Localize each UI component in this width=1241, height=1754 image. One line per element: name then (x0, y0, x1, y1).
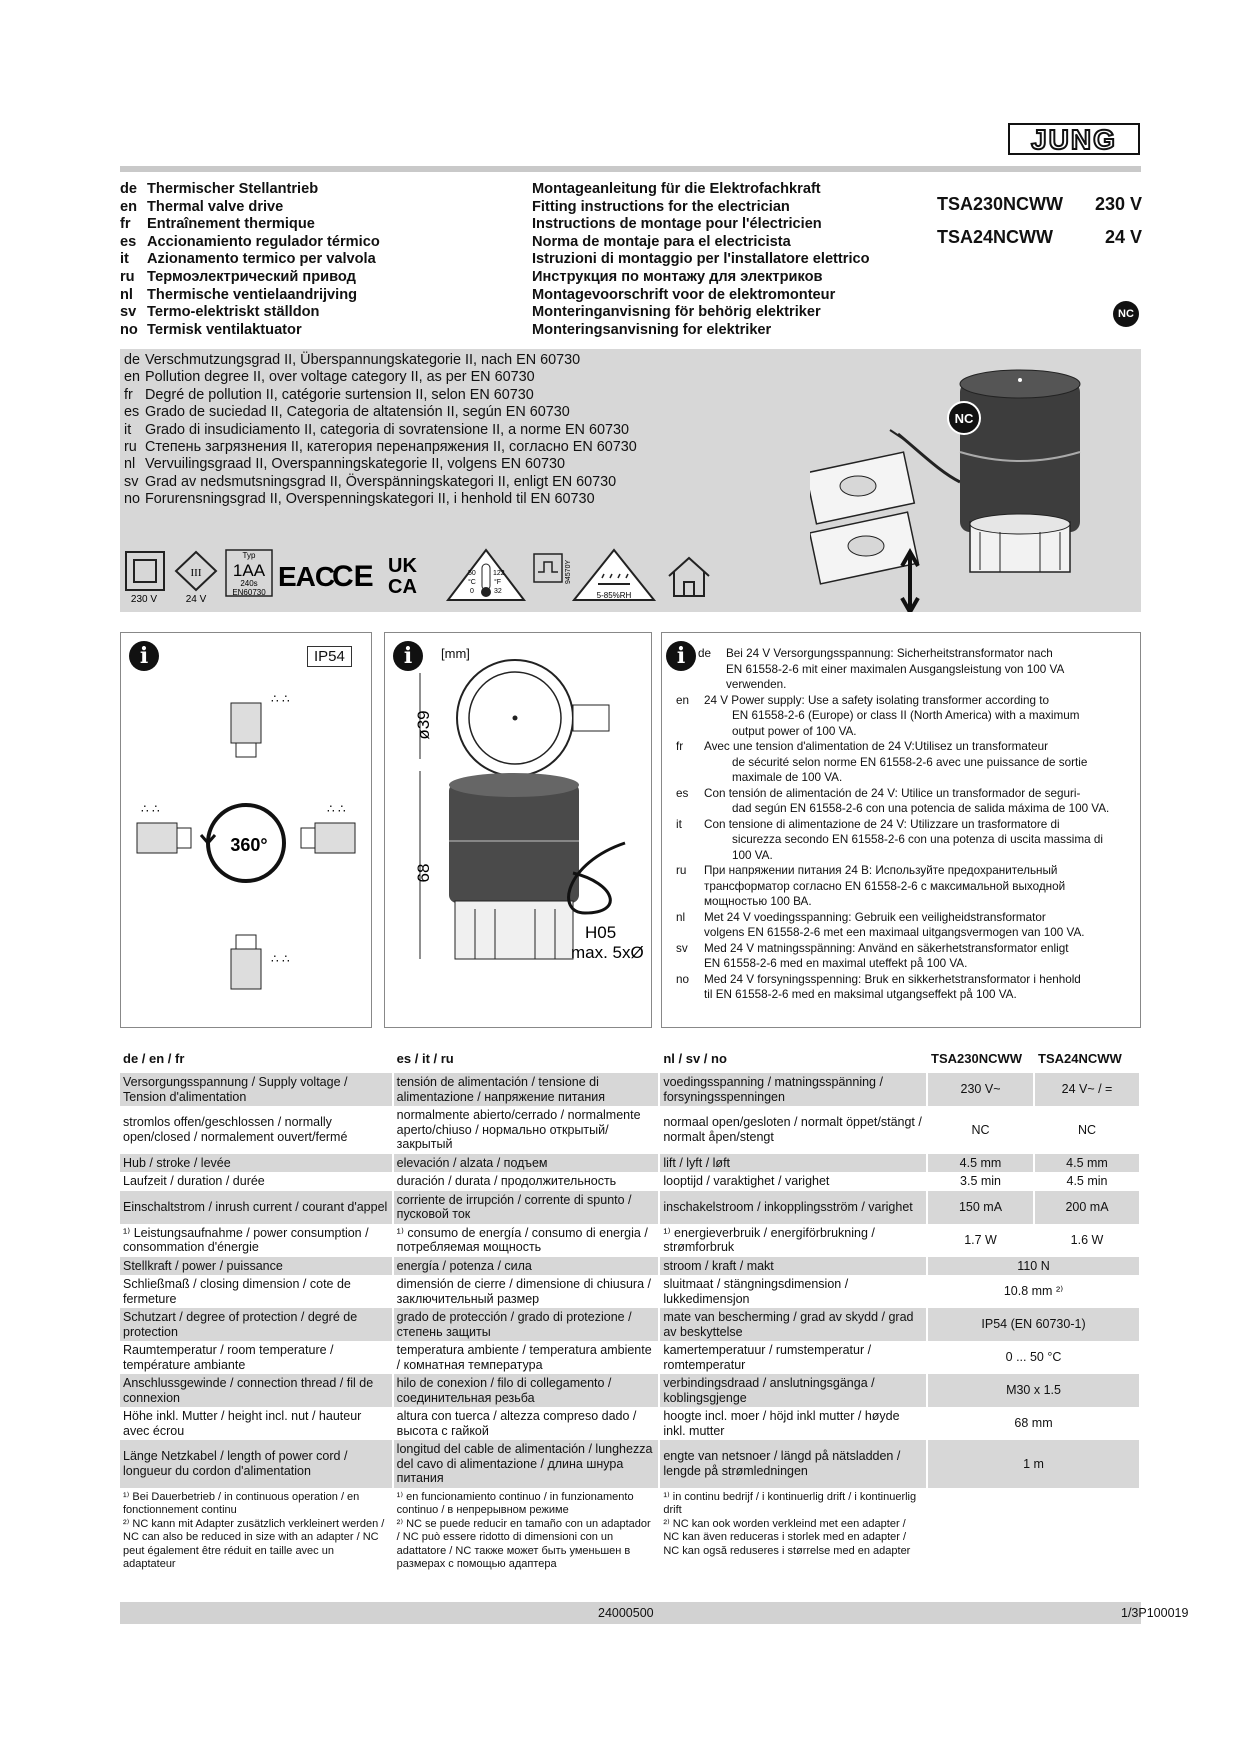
svg-text:°F: °F (494, 579, 502, 586)
footnote: ²⁾ NC kann mit Adapter zusätzlich verkleinert werden / NC can also be reduced in size with an adapter / NC peut également être réduit en taille avec un adaptateur (123, 1517, 385, 1570)
svg-text:360°: 360° (230, 835, 268, 855)
svg-text:122: 122 (493, 570, 505, 577)
pollution-line: de Verschmutzungsgrad II, Überspannungskategorie II, nach EN 60730 (124, 352, 581, 368)
table-row: Anschlussgewinde / connection thread / fil de connexion hilo de conexion / filo di collegamento / соединительная резьба verbindingsdraad / anslutningsgänga / koblingsgjenge M30 x 1.5 (120, 1374, 1140, 1407)
footnote-row (120, 1488, 1140, 1574)
dimension-drawing (385, 633, 651, 1027)
ce-mark: CE (332, 560, 374, 593)
note-item: sv Med 24 V matningsspänning: Använd en säkerhetstransformator enligt EN 61558-2-6 med en maximal uteffekt på 100 VA. (676, 941, 1069, 970)
mounting-panel (120, 632, 372, 1028)
ip-rating-label: IP54 (307, 646, 352, 667)
footnote: ¹⁾ Bei Dauerbetrieb / in continuous operation / en fonctionnement continu (123, 1490, 360, 1516)
instruction-line: Инструкция по монтажу для электриков (532, 268, 823, 285)
instruction-line: Fitting instructions for the electrician (532, 198, 790, 215)
table-row: Stellkraft / power / puissance energía / potenza / сила stroom / kraft / makt 110 N (120, 1257, 1140, 1276)
svg-text:H05: H05 (585, 923, 617, 942)
svg-text:∴ ∴: ∴ ∴ (271, 952, 290, 966)
type-symbol (226, 550, 272, 597)
model-row: TSA24NCWW 24 V (937, 227, 1142, 247)
page-reference: 1/3P100019 (1121, 1606, 1189, 1620)
instruction-line: Monteringsanvisning for elektriker (532, 321, 772, 338)
svg-text:1AA: 1AA (232, 561, 266, 580)
note-item: it Con tensione di alimentazione de 24 V: Utilizzare un trasformatore di sicurezza secondo EN 61558-2-6 con una potenza di uscita massima di 100 VA. (676, 817, 1103, 862)
svg-text:UK: UK (388, 555, 417, 577)
svg-text:230 V: 230 V (130, 594, 158, 605)
dimensions-panel (384, 632, 652, 1028)
footer-bar (120, 1602, 1141, 1624)
note-item: fr Avec une tension d'alimentation de 24 V:Utilisez un transformateur de sécurité selon norme EN 61558-2-6 avec une puissance de sortie maximale de 100 VA. (676, 740, 1088, 784)
table-row: Länge Netzkabel / length of power cord / longueur du cordon d'alimentation longitud del cable de alimentación / lunghezza del cavo di alimentazione / длина шнура питания engte van netsnoer / längd på nätsladden / lengde på strømledningen 1 m (120, 1440, 1140, 1488)
pollution-line: es Grado de suciedad II, Categoria de altatensión II, según EN 60730 (124, 404, 570, 421)
table-row: ¹⁾ Leistungsaufnahme / power consumption / consommation d'énergie ¹⁾ consumo de energía / consumo di energia / потребляемая мощность ¹⁾ energieverbruik / energiförbrukning / strømforbruk 1.7 W 1.6 W (120, 1224, 1140, 1257)
svg-text:∴ ∴: ∴ ∴ (271, 692, 290, 706)
product-line: no Termisk ventilaktuator (120, 321, 302, 338)
pollution-line: sv Grad av nedsmutsningsgrad II, Överspänningskategori II, enligt EN 60730 (124, 473, 617, 490)
footnote: ¹⁾ en funcionamiento continuo / in funzionamento continuo / в непрерывном режиме (396, 1490, 634, 1516)
eac-mark: EAC (278, 561, 335, 592)
svg-text:Typ: Typ (242, 551, 256, 560)
product-line: nl Thermische ventielaandrijving (120, 286, 358, 303)
note-item: ru При напряжении питания 24 В: Используйте предохранительный трансформатор согласно EN 61558-2-6 с максимальной выходной мощностью 100 ВА. (676, 864, 1066, 908)
notes-list (676, 646, 1128, 1003)
pollution-line: en Pollution degree II, over voltage category II, as per EN 60730 (124, 369, 535, 386)
pollution-line: fr Degré de pollution II, catégorie surtension II, selon EN 60730 (124, 386, 534, 403)
footnote: ²⁾ NC kan ook worden verkleind met een adapter / NC kan även reduceras i storlek med en adapter / NC kan ogsă reduseres i størrelse med en adapter (663, 1517, 911, 1557)
svg-text:68: 68 (414, 863, 433, 883)
power-supply-notes-panel (661, 632, 1141, 1028)
svg-text:24 V: 24 V (185, 594, 207, 605)
product-line: ru Термоэлектрический привод (120, 268, 356, 285)
product-names (120, 181, 380, 339)
product-line: it Azionamento termico per valvola (120, 251, 376, 268)
nc-badge: NC (1113, 301, 1139, 327)
instruction-line: Montagevoorschrift voor de elektromonteur (532, 286, 836, 303)
table-row: Schließmaß / closing dimension / cote de fermeture dimensión de cierre / dimensione di chiusura /заключительный размер sluitmaat / stängningsdimension / lukkedimensjon 10.8 mm ²⁾ (120, 1275, 1140, 1308)
instruction-line: Instructions de montage pour l'électricien (532, 216, 822, 233)
col-header: TSA230NCWW (927, 1048, 1034, 1072)
product-line: de Thermischer Stellantrieb (120, 181, 319, 197)
house-icon (669, 558, 709, 596)
svg-text:NC: NC (954, 411, 974, 426)
svg-text:°C: °C (468, 579, 476, 586)
model-list (937, 188, 1142, 254)
footnote: ²⁾ NC se puede reducir en tamaño con un adaptador / NC può essere ridotto di dimensioni con un adattatore / NC также может быть уменьшен в размерах с помощью адаптера (396, 1517, 651, 1570)
svg-text:94570Y: 94570Y (565, 559, 572, 584)
jung-logo (1008, 118, 1140, 160)
table-row: Höhe inkl. Mutter / height incl. nut / hauteur avec écrou altura con tuerca / altezza compreso dado / высота с гайкой hoogte incl. moer / höjd inkl mutter / høyde inkl. mutter 68 mm (120, 1407, 1140, 1440)
table-row: stromlos offen/geschlossen / normally open/closed / normalement ouvert/fermé normalmente abierto/cerrado / normalmente aperto/chiuso / нормально открытый/закрытый normaal open/gesloten / normalt öppet/stängt / normalt åpen/stengt NC NC (120, 1106, 1140, 1154)
svg-text:5-85%RH: 5-85%RH (596, 591, 632, 600)
ukca-mark (388, 555, 417, 598)
class2-symbol (126, 552, 164, 605)
svg-text:0: 0 (470, 588, 474, 595)
table-row: Raumtemperatur / room temperature / température ambiante temperatura ambiente / temperatura ambiente / комнатная температура kamertemperatuur / rumstemperatur / romtemperatur 0 ... 50 °C (120, 1341, 1140, 1374)
table-row: Schutzart / degree of protection / degré de protection grado de protección / grado di protezione / степень защиты mate van bescherming / grad av skydd / grad av beskyttelse IP54 (EN 60730-1) (120, 1308, 1140, 1341)
pollution-line: nl Vervuilingsgraad II, Overspanningskategorie II, volgens EN 60730 (124, 456, 565, 473)
footnote: ¹⁾ in continu bedrijf / i kontinuerlig drift / i kontinuerlig drift (663, 1490, 917, 1516)
pollution-list (124, 352, 637, 509)
product-line: es Accionamiento regulador térmico (120, 233, 380, 250)
actuator-illustration (810, 362, 1130, 612)
instruction-line: Monteringanvisning för behörig elektriker (532, 304, 821, 321)
product-line: sv Termo-elektriskt ställdon (120, 304, 320, 321)
svg-text:CA: CA (388, 576, 417, 598)
spec-table (120, 1048, 1141, 1574)
instruction-line: Norma de montaje para el electricista (532, 233, 791, 250)
svg-text:50: 50 (468, 570, 476, 577)
pulse-symbol (534, 554, 572, 584)
note-item: no Med 24 V forsyningsspenning: Bruk en sikkerhetstransformator i henhold til EN 61558-2-6 med en maksimal utgangseffekt på 100 VA. (676, 972, 1081, 1001)
svg-text:ø39: ø39 (414, 710, 433, 740)
pollution-line: no Forurensningsgrad II, Overspenningskategori II, i henhold til EN 60730 (124, 491, 595, 508)
svg-text:EN60730: EN60730 (232, 588, 266, 597)
svg-text:∴ ∴: ∴ ∴ (141, 802, 160, 816)
instruction-line: Montageanleitung für die Elektrofachkraft (532, 181, 821, 197)
class3-symbol (176, 552, 216, 605)
col-header: nl / sv / no (659, 1048, 927, 1072)
note-item: en 24 V Power supply: Use a safety isolating transformer according to EN 61558-2-6 (Europe) or class II (North America) with a maximum output power of 100 VA. (676, 693, 1080, 738)
instruction-line: Istruzioni di montaggio per l'installatore elettrico (532, 251, 870, 268)
table-row: Einschaltstrom / inrush current / courant d'appel corriente de irrupción / corrente di spunto / пусковой ток inschakelstroom / inkopplingsström / varighet 150 mA 200 mA (120, 1191, 1140, 1224)
table-row: Laufzeit / duration / durée duración / durata / продолжительность looptijd / varaktighet / varighet 3.5 min 4.5 min (120, 1172, 1140, 1191)
svg-text:32: 32 (494, 588, 502, 595)
header-rule (120, 166, 1141, 172)
product-line: fr Entraînement thermique (120, 216, 315, 233)
note-item: nl Met 24 V voedingsspanning: Gebruik een veiligheidstransformator volgens EN 61558-2-6 met een maximaal uitgangsvermogen van 100 VA. (676, 910, 1085, 939)
col-header: es / it / ru (393, 1048, 660, 1072)
info-icon: i (666, 641, 696, 671)
table-header-row (120, 1048, 1140, 1072)
certification-symbols (124, 548, 714, 606)
pollution-line: it Grado di insudiciamento II, categoria di sovratensione II, a norme EN 60730 (124, 421, 629, 438)
pollution-line: ru Степень загрязнения II, категория перенапряжения II, согласно EN 60730 (124, 439, 637, 456)
note-item: es Con tensión de alimentación de 24 V: Utilice un transformador de seguri- dad según EN 61558-2-6 con una potencia de salida máxima de 100 VA. (676, 786, 1110, 815)
table-row: Hub / stroke / levée elevación / alzata / подъем lift / lyft / løft 4.5 mm 4.5 mm (120, 1154, 1140, 1173)
info-icon: i (393, 641, 423, 671)
unit-label: [mm] (441, 646, 470, 661)
humidity-symbol (574, 550, 654, 600)
temperature-range-symbol (448, 550, 524, 600)
instruction-titles (532, 181, 870, 339)
col-header: de / en / fr (120, 1048, 393, 1072)
mounting-orientation-diagram (121, 673, 371, 1023)
doc-number: 24000500 (598, 1606, 654, 1620)
info-icon: i (129, 641, 159, 671)
svg-text:240s: 240s (240, 579, 258, 588)
brand-name: JUNG (1031, 124, 1117, 155)
svg-text:∴ ∴: ∴ ∴ (327, 802, 346, 816)
product-line: en Thermal valve drive (120, 198, 284, 215)
model-row: TSA230NCWW 230 V (937, 194, 1142, 214)
note-item: de Bei 24 V Versorgungsspannung: Sicherheitstransformator nach EN 61558-2-6 mit einer maximalen Ausgangsleistung von 100 VA verwenden. (698, 647, 1065, 691)
svg-text:III: III (190, 567, 202, 579)
col-header: TSA24NCWW (1034, 1048, 1140, 1072)
table-row: Versorgungsspannung / Supply voltage / Tension d'alimentation tensión de alimentación / tensione di alimentazione / напряжение питания voedingsspanning / matningsspänning / forsyningsspenningen 230 V~ 24 V~ / = (120, 1072, 1140, 1106)
svg-text:max. 5xØ: max. 5xØ (571, 943, 644, 962)
